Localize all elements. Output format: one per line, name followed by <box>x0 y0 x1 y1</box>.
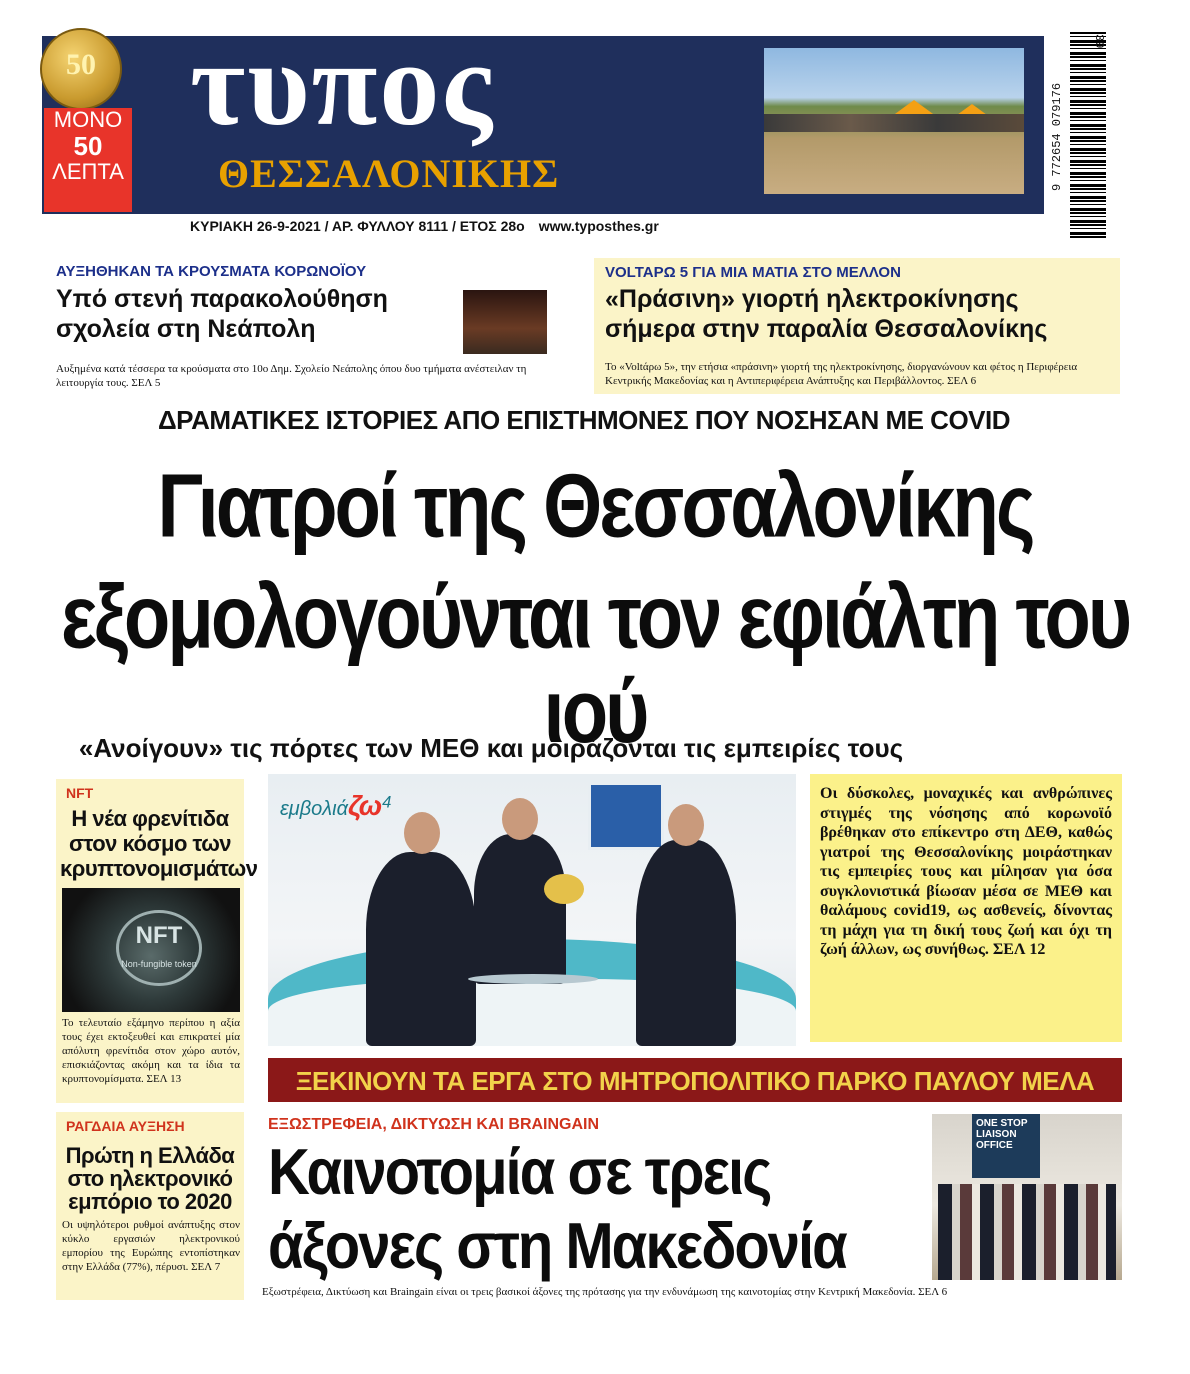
barcode-number: 9 772654 079176 <box>1050 82 1064 192</box>
campaign-logo-word: ζω <box>348 790 383 821</box>
main-body: Οι δύσκολες, μοναχικές και ανθρώπινες στιγμές της νόσησης από κορωνοϊό βρέθηκαν στο επίκεντρο στη ΔΕΘ, καθώς γιατροί της Θεσσαλονίκης μοιράστηκαν τις εμπειρίες τους και μίλησαν για όσα συγκλονιστικά βίωσαν μέσα σε ΜΕΘ και θαλάμους covid19, ως ασθενείς, δίνοντας τη μάχη για τη δική τους ζωή και όχι τη ζωή άλλων, ως συνήθως. ΣΕΛ 12 <box>820 785 1112 958</box>
innovation-photo <box>932 1114 1122 1280</box>
school-photo <box>463 290 547 354</box>
school-body: Αυξημένα κατά τέσσερα τα κρούσματα στο 10ο Δημ. Σχολείο Νεάπολης όπου δυο τμήματα ανέστειλαν τη λειτουργία τους. ΣΕΛ 5 <box>56 363 527 389</box>
campaign-logo <box>280 790 391 822</box>
person-middle-head <box>502 798 538 840</box>
main-headline-line2: εξομολογούνται τον εφιάλτη του ιού <box>60 567 1130 763</box>
main-supertitle: ΔΡΑΜΑΤΙΚΕΣ ΙΣΤΟΡΙΕΣ ΑΠΟ ΕΠΙΣΤΗΜΟΝΕΣ ΠΟΥ ΝΟΣΗΣΑΝ ΜΕ COVID <box>157 405 1011 435</box>
crest-shield <box>588 782 664 850</box>
voltaro-headline[interactable]: «Πράσινη» γιορτή ηλεκτροκίνησης σήμερα στην παραλία Θεσσαλονίκης <box>605 285 1048 343</box>
price-line-2: 50 <box>73 131 103 161</box>
person-left-head <box>404 812 440 854</box>
coin-value: 50 <box>66 48 96 81</box>
barcode-bars <box>1070 32 1106 240</box>
nft-photo <box>62 888 240 1012</box>
voltaro-body: Το «Voltάρω 5», την ετήσια «πράσινη» γιορτή της ηλεκτροκίνησης, διοργανώνουν και φέτος η Περιφέρεια Κεντρικής Μακεδονίας και η Αντιπεριφέρεια Ανάπτυξης και Περιβάλλοντος. ΣΕΛ 6 <box>605 361 1078 387</box>
park-banner-text[interactable]: ΞΕΚΙΝΟΥΝ ΤΑ ΕΡΓΑ ΣΤΟ ΜΗΤΡΟΠΟΛΙΤΙΚΟ ΠΑΡΚΟ ΠΑΥΛΟΥ ΜΕΛΑ <box>295 1066 1095 1096</box>
ecommerce-headline[interactable]: Πρώτη η Ελλάδα στο ηλεκτρονικό εμπόριο το 2020 <box>65 1143 235 1214</box>
voltaro-kicker: VOLTAPΩ 5 ΓΙΑ ΜΙΑ ΜΑΤΙΑ ΣΤΟ ΜΕΛΛΟΝ <box>605 264 901 281</box>
group-people <box>938 1184 1116 1280</box>
nft-headline[interactable]: Η νέα φρενίτιδα στον κόσμο των κρυπτονομισμάτων <box>60 806 258 881</box>
coin-badge <box>40 28 122 110</box>
person-right-head <box>668 804 704 846</box>
main-headline[interactable] <box>30 456 1160 763</box>
innovation-headline[interactable] <box>268 1136 928 1284</box>
website-link[interactable]: www.typosthes.gr <box>538 218 659 234</box>
ecommerce-body: Οι υψηλότεροι ρυθμοί ανάπτυξης στον κύκλο εργασιών ηλεκτρονικού εμπορίου της Ευρώπης εντοπίστηκαν στην Ελλάδα (77%), πέρυσι. ΣΕΛ 7 <box>62 1219 240 1273</box>
nft-body: Το τελευταίο εξάμηνο περίπου η αξία τους έχει εκτοξευθεί και επικρατεί μία απόλυτη φρενίτιδα στον χώρο αυτόν, επισκιάζοντας ακόμη και τα ίδια τα κρυπτονομίσματα. ΣΕΛ 13 <box>62 1017 240 1085</box>
brand-logo: τυπος <box>190 17 494 150</box>
innovation-headline-line2: άξονες στη Μακεδονία <box>268 1209 846 1283</box>
person-left <box>366 852 476 1046</box>
main-subhead: «Ανοίγουν» τις πόρτες των ΜΕΘ και μοιράζονται τις εμπειρίες τους <box>78 733 904 763</box>
innovation-kicker: ΕΞΩΣΤΡΕΦΕΙΑ, ΔΙΚΤΥΩΣΗ ΚΑΙ BRAINGAIN <box>268 1116 600 1133</box>
person-right <box>636 840 736 1046</box>
school-kicker: ΑΥΞΗΘΗΚΑΝ ΤΑ ΚΡΟΥΣΜΑΤΑ ΚΟΡΩΝΟΪΟΥ <box>56 263 367 280</box>
campaign-logo-sup: 4 <box>382 792 392 812</box>
innovation-headline-line1: Καινοτομία σε τρεις <box>268 1136 771 1209</box>
main-headline-line1: Γιατροί της Θεσσαλονίκης <box>157 456 1033 557</box>
dateline <box>190 218 659 234</box>
innovation-body: Εξωστρέφεια, Δικτύωση και Braingain είναι οι τρεις βασικοί άξονες της πρότασης για την ενδυνάμωση της καινοτομίας στην Κεντρική Μακεδονία. ΣΕΛ 6 <box>262 1286 948 1298</box>
school-headline[interactable]: Υπό στενή παρακολούθηση σχολεία στη Νεάπολη <box>56 285 388 343</box>
flower-pot <box>544 874 584 904</box>
nft-chip-label: NFT <box>135 922 183 949</box>
date-issue: ΚΥΡΙΑΚΗ 26-9-2021 / ΑΡ. ΦΥΛΛΟΥ 8111 / ΕΤΟΣ 28ο <box>190 218 525 234</box>
price-badge <box>44 108 132 212</box>
nft-chip-sublabel: Non-fungible token <box>121 959 197 969</box>
price-line-1: ΜΟΝΟ <box>53 107 123 132</box>
barcode <box>1052 32 1108 242</box>
nft-chip <box>116 910 202 986</box>
campaign-logo-prefix: εμβολιά <box>280 798 348 820</box>
ecommerce-kicker: ΡΑΓΔΑΙΑ ΑΥΞΗΣΗ <box>66 1118 185 1134</box>
liaison-sign: ONE STOP LIAISON OFFICE <box>972 1114 1040 1178</box>
nft-kicker: NFT <box>66 785 94 801</box>
crowd-strip <box>764 114 1024 132</box>
brand-city: ΘΕΣΣΑΛΟΝΙΚΗΣ <box>218 151 560 196</box>
photo-table <box>468 974 598 984</box>
issue-code: 39 <box>1092 34 1106 49</box>
price-line-3: ΛΕΠΤΑ <box>52 159 124 184</box>
person-middle <box>474 834 566 984</box>
masthead-photo <box>764 48 1024 194</box>
